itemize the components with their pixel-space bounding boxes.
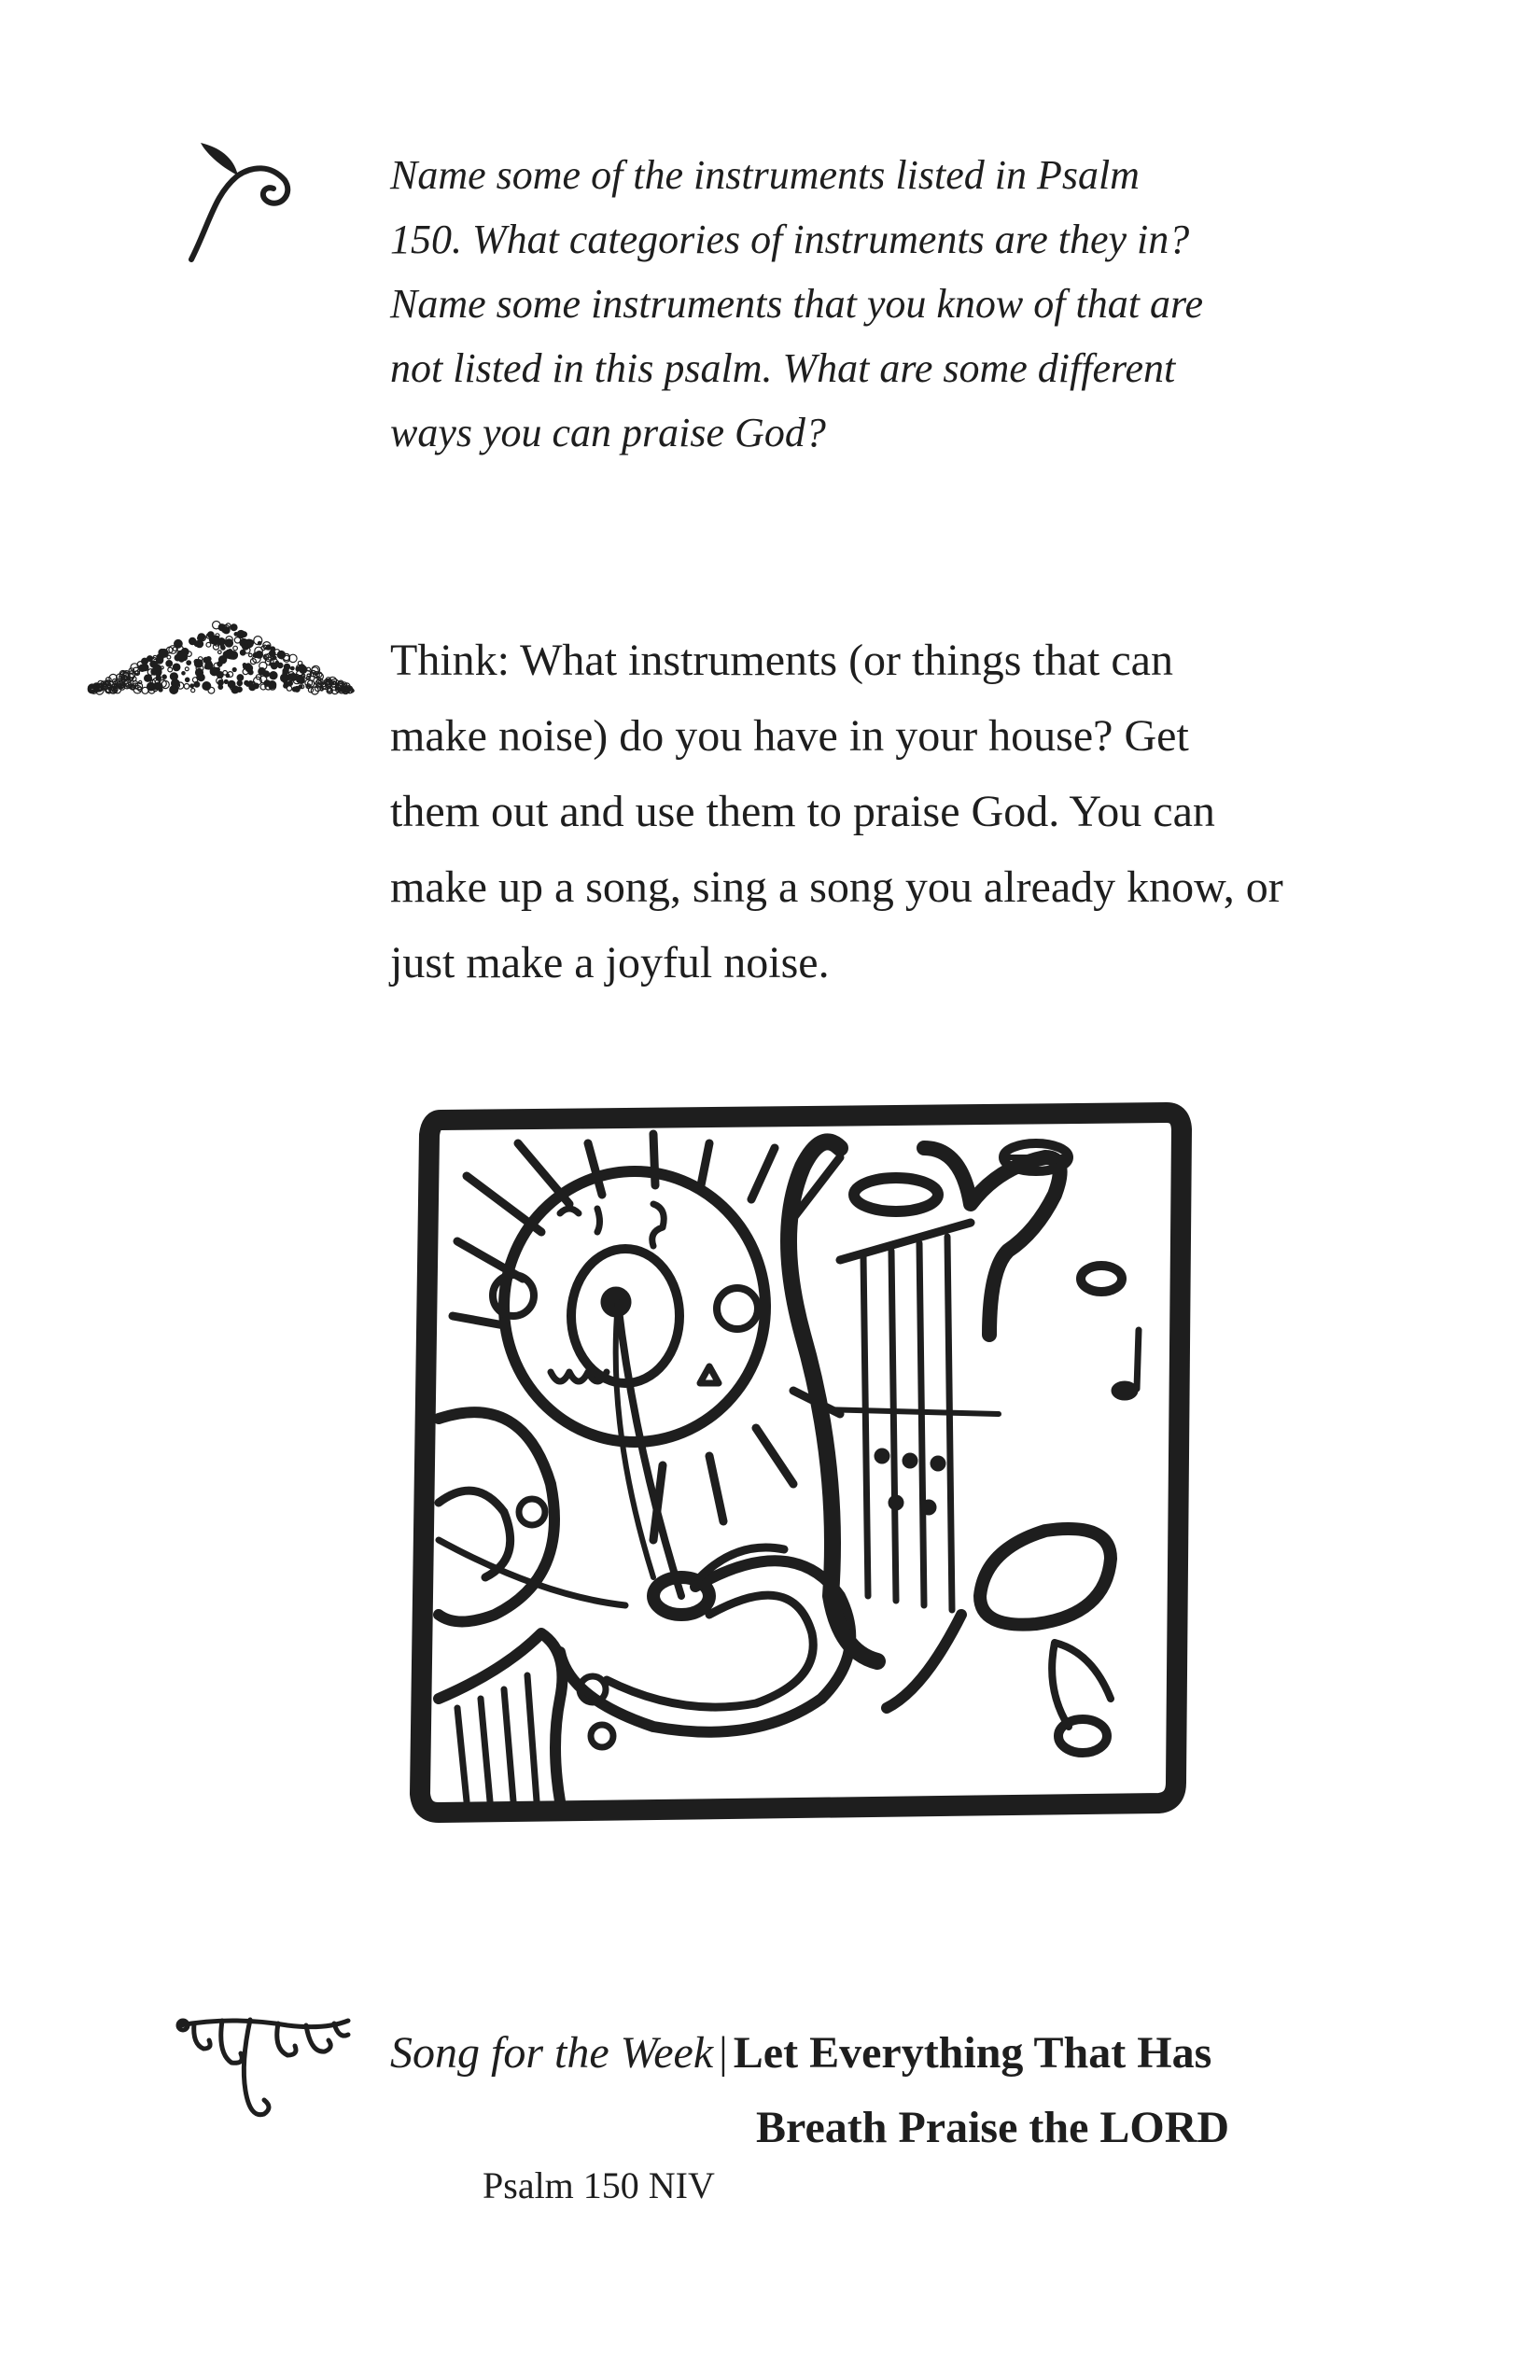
- prompt-line: not listed in this psalm. What are some different: [390, 345, 1176, 391]
- song-title-line2: Breath Praise the LORD: [756, 2103, 1230, 2152]
- think-line: make up a song, sing a song you already know, or: [390, 862, 1283, 912]
- song-title-line1: Let Everything That Has: [733, 2028, 1212, 2078]
- discussion-prompt: [390, 143, 1370, 465]
- seeds-icon: [82, 597, 362, 700]
- scripture-reference: Psalm 150 NIV: [483, 2164, 715, 2206]
- prompt-line: Name some instruments that you know of that are: [390, 281, 1203, 327]
- prompt-line: 150. What categories of instruments are they in?: [390, 217, 1190, 262]
- think-line: make noise) do you have in your house? Get: [390, 711, 1189, 761]
- song-for-the-week: [390, 2016, 1277, 2152]
- prompt-line: ways you can praise God?: [390, 410, 826, 455]
- think-line: them out and use them to praise God. You can: [390, 787, 1215, 836]
- prompt-line: Name some of the instruments listed in Psalm: [390, 152, 1140, 198]
- think-line: just make a joyful noise.: [390, 938, 830, 987]
- song-separator: |: [719, 2028, 728, 2078]
- think-activity: [390, 623, 1398, 1001]
- sprout-icon: [182, 138, 322, 269]
- song-label: Song for the Week: [390, 2028, 714, 2078]
- vine-icon: [175, 2007, 353, 2128]
- instruments-illustration: [401, 1092, 1204, 1829]
- think-line: Think: What instruments (or things that can: [390, 636, 1173, 685]
